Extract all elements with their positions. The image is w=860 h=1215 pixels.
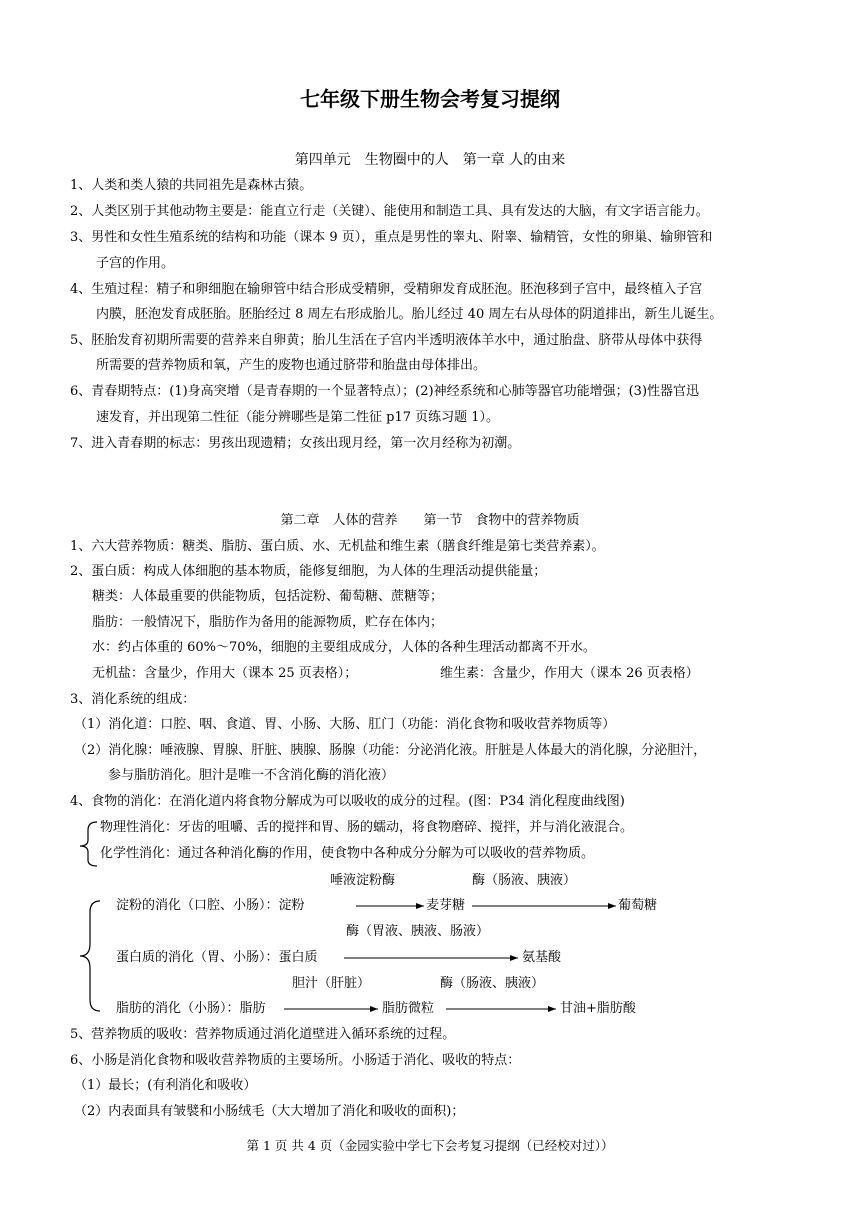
ch1-line-10: 速发育，并出现第二性征（能分辨哪些是第二性征 p17 页练习题 1）。 — [96, 410, 500, 425]
page-footer: 第 1 页 共 4 页（金园实验中学七下会考复习提纲（已经校对过）） — [246, 1138, 614, 1153]
fat-glycerol-fatty-acid: 甘油+脂肪酸 — [560, 1001, 636, 1016]
ch2-line-5: 水：约占体重的 60%～70%，细胞的主要组成成分，人体的各种生理活动都离不开水。 — [92, 640, 596, 655]
ch1-line-9: 6、青春期特点：(1)身高突增（是青春期的一个显著特点）；(2)神经系统和心肺等器官功能增强；(3)性器官迅 — [70, 384, 700, 399]
ch1-line-7: 5、胚胎发育初期所需要的营养来自卵黄；胎儿生活在子宫内半透明液体羊水中，通过胎盘、脐带从母体中获得 — [70, 333, 703, 348]
unit4-chapter1-header: 第四单元 生物圈中的人 第一章 人的由来 — [294, 152, 566, 168]
ch2-line-4: 脂肪：一般情况下，脂肪作为备用的能源物质，贮存在体内； — [92, 615, 444, 630]
ch2b-line-3: （1）最长；(有利消化和吸收） — [74, 1078, 257, 1093]
ch2-line-6a: 无机盐：含量少，作用大（课本 25 页表格）； — [92, 666, 358, 681]
starch-enzyme-2: 酶（肠液、胰液） — [472, 873, 577, 888]
ch2-line-3: 糖类：人体最重要的供能物质，包括淀粉、葡萄糖、蔗糖等； — [92, 589, 444, 604]
starch-enzyme-1: 唾液淀粉酶 — [330, 873, 396, 888]
starch-glucose: 葡萄糖 — [618, 898, 658, 913]
ch2-line-7: 3、消化系统的组成： — [70, 692, 196, 707]
protein-digestion-label: 蛋白质的消化（胃、小肠）：蛋白质 — [116, 950, 318, 965]
ch1-line-6: 内膜，胚泡发育成胚胎。胚胎经过 8 周左右形成胎儿。胎儿经过 40 周左右从母体的阴道排出，新生儿诞生。 — [96, 307, 723, 322]
fat-micro-droplet: 脂肪微粒 — [382, 1001, 435, 1016]
ch2-line-10: 参与脂肪消化。胆汁是唯一不含消化酶的消化液） — [108, 768, 395, 783]
ch2b-line-2: 6、小肠是消化食物和吸收营养物质的主要场所。小肠适于消化、吸收的特点： — [70, 1053, 521, 1068]
protein-enzyme: 酶（胃液、胰液、肠液） — [346, 924, 490, 939]
document-title: 七年级下册生物会考复习提纲 — [300, 87, 560, 111]
fat-digestion-label: 脂肪的消化（小肠）：脂肪 — [116, 1001, 266, 1016]
ch1-line-1: 1、人类和类人猿的共同祖先是森林古猿。 — [70, 178, 313, 193]
ch2-line-9: （2）消化腺：唾液腺、胃腺、肝脏、胰腺、肠腺（功能：分泌消化液。肝脏是人体最大的消化腺，分泌胆汁， — [74, 743, 707, 758]
fat-enzyme-2: 酶（肠液、胰液） — [440, 976, 545, 991]
ch1-line-8: 所需要的营养物质和氧，产生的废物也通过脐带和胎盘由母体排出。 — [96, 358, 487, 373]
ch2-line-1: 1、六大营养物质：糖类、脂肪、蛋白质、水、无机盐和维生素（膳食纤维是第七类营养素）。 — [70, 539, 605, 554]
protein-amino-acid: 氨基酸 — [522, 950, 562, 965]
starch-maltose: 麦芽糖 — [426, 898, 466, 913]
ch2b-line-1: 5、营养物质的吸收：营养物质通过消化道壁进入循环系统的过程。 — [70, 1027, 456, 1042]
chemical-digestion: 化学性消化：通过各种消化酶的作用，使食物中各种成分分解为可以吸收的营养物质。 — [100, 846, 595, 861]
ch1-line-5: 4、生殖过程：精子和卵细胞在输卵管中结合形成受精卵，受精卵发育成胚泡。胚泡移到子宫中，最终植入子宫 — [70, 282, 703, 297]
large-brace — [80, 901, 100, 1011]
ch2-line-8: （1）消化道：口腔、咽、食道、胃、小肠、大肠、肛门（功能：消化食物和吸收营养物质等） — [74, 717, 616, 732]
small-brace — [80, 822, 97, 866]
ch1-line-3: 3、男性和女性生殖系统的结构和功能（课本 9 页），重点是男性的睾丸、附睾、输精管，女性的卵巢、输卵管和 — [70, 230, 713, 245]
ch1-line-11: 7、进入青春期的标志：男孩出现遗精；女孩出现月经，第一次月经称为初潮。 — [70, 436, 521, 451]
ch2b-line-4: （2）内表面具有皱襞和小肠绒毛（大大增加了消化和吸收的面积)； — [74, 1104, 465, 1119]
ch2-line-6b: 维生素：含量少，作用大（课本 26 页表格） — [440, 666, 699, 681]
ch2-line-2: 2、蛋白质：构成人体细胞的基本物质，能修复细胞，为人体的生理活动提供能量； — [70, 564, 547, 579]
physical-digestion: 物理性消化：牙齿的咀嚼、舌的搅拌和胃、肠的蠕动，将食物磨碎、搅拌，并与消化液混合。 — [100, 820, 634, 835]
ch2-line-11: 4、食物的消化：在消化道内将食物分解成为可以吸收的成分的过程。(图：P34 消化程度曲线图) — [70, 794, 625, 809]
chapter2-header: 第二章 人体的营养 第一节 食物中的营养物质 — [280, 513, 580, 528]
starch-digestion-label: 淀粉的消化（口腔、小肠）：淀粉 — [116, 898, 305, 913]
fat-enzyme-1: 胆汁（肝脏） — [292, 976, 371, 991]
ch1-line-4: 子宫的作用。 — [96, 256, 175, 271]
ch1-line-2: 2、人类区别于其他动物主要是：能直立行走（关键）、能使用和制造工具、具有发达的大脑，有文字语言能力。 — [70, 204, 709, 219]
